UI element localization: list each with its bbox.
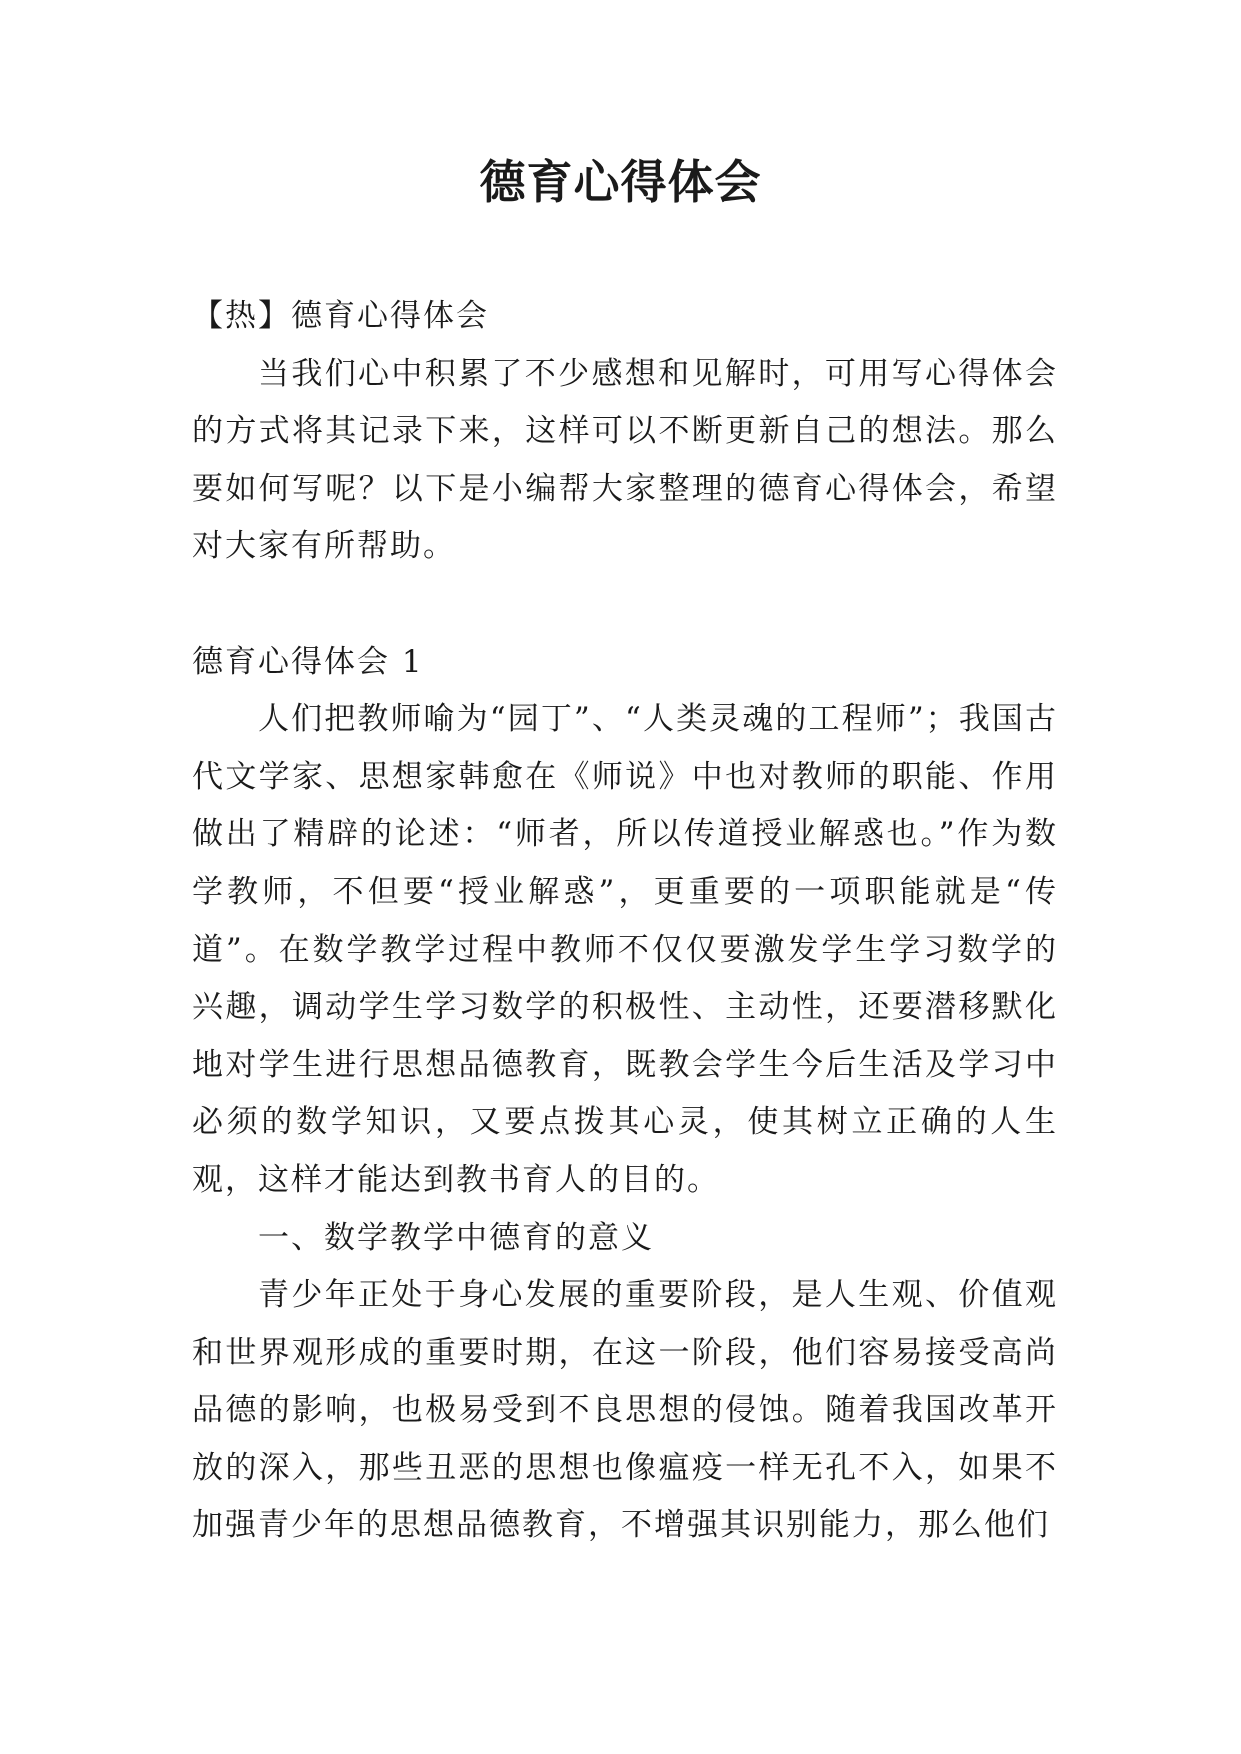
body-paragraph-2: 青少年正处于身心发展的重要阶段，是人生观、价值观和世界观形成的重要时期，在这一阶段，他们容易接受高尚品德的影响，也极易受到不良思想的侵蚀。随着我国改革开放的深入，那些丑恶的思想也像瘟疫一样无孔不入，如果不加强青少年的思想品德教育，不增强其识别能力，那么他们 xyxy=(192,1277,1058,1544)
document-title: 德育心得体会 xyxy=(479,155,762,209)
section-heading: 德育心得体会 1 xyxy=(192,643,424,680)
document-subtitle: 【热】德育心得体会 xyxy=(192,298,489,334)
document-body xyxy=(192,288,1058,1555)
body-paragraph-1: 人们把教师喻为“园丁”、“人类灵魂的工程师”；我国古代文学家、思想家韩愈在《师说》中也对教师的职能、作用做出了精辟的论述：“师者，所以传道授业解惑也。”作为数学教师，不但要“授业解惑”，更重要的一项职能就是“传道”。在数学教学过程中教师不仅仅要激发学生学习数学的兴趣，调动学生学习数学的积极性、主动性，还要潜移默化地对学生进行思想品德教育，既教会学生今后生活及学习中必须的数学知识，又要点拨其心灵，使其树立正确的人生观，这样才能达到教书育人的目的。 xyxy=(192,701,1058,1198)
subheading-1: 一、数学教学中德育的意义 xyxy=(258,1219,654,1256)
paragraph-spacer xyxy=(192,576,1058,634)
intro-paragraph: 当我们心中积累了不少感想和见解时，可用写心得体会的方式将其记录下来，这样可以不断更新自己的想法。那么要如何写呢？以下是小编帮大家整理的德育心得体会，希望对大家有所帮助。 xyxy=(192,355,1058,565)
